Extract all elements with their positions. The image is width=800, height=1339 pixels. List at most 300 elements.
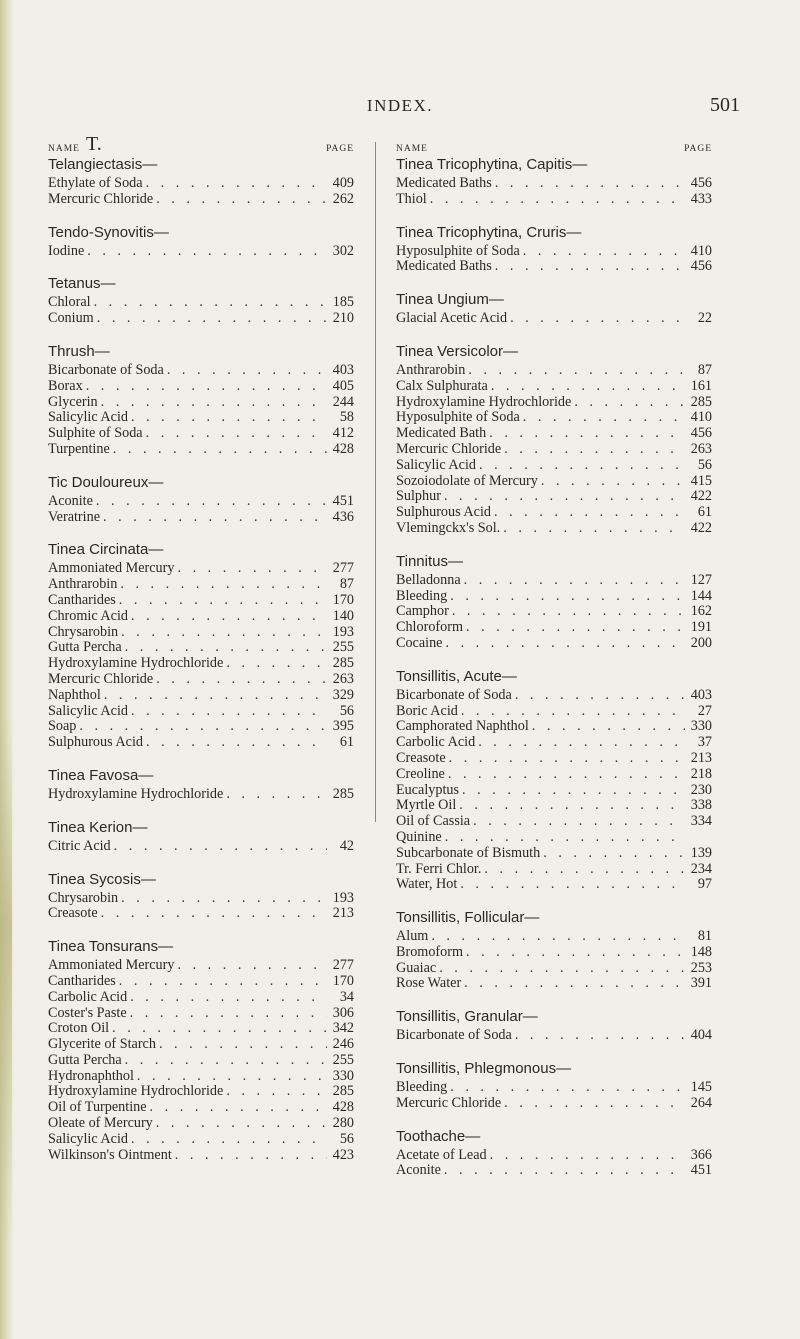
- dot-leader: [103, 510, 327, 526]
- entry-page: 285: [332, 785, 354, 802]
- dot-leader: [445, 830, 685, 846]
- index-entry: [396, 604, 712, 620]
- index-group: [48, 817, 354, 855]
- entry-page: 263: [332, 670, 354, 687]
- entry-name: Mercuric Chloride: [48, 670, 154, 687]
- index-group: [396, 222, 712, 276]
- index-heading: Tinea Versicolor—: [396, 342, 518, 360]
- entry-name: Glacial Acetic Acid: [396, 310, 508, 327]
- index-entry: [48, 656, 354, 672]
- dot-leader: [466, 620, 685, 636]
- index-entry: [48, 593, 354, 609]
- index-entry: [396, 846, 712, 862]
- dot-leader: [491, 379, 685, 395]
- index-heading: Tinea Ungium—: [396, 291, 504, 309]
- entry-name: Conium: [48, 310, 94, 327]
- entry-page: 277: [332, 560, 354, 577]
- index-entry: [396, 735, 712, 751]
- entry-name: Croton Oil: [48, 1020, 110, 1037]
- dot-leader: [87, 244, 327, 260]
- index-entry: [396, 176, 712, 192]
- entry-name: Thiol: [396, 190, 427, 207]
- entry-name: Medicated Baths: [396, 175, 492, 191]
- entry-page: 263: [690, 440, 712, 457]
- entry-name: Chloroform: [396, 619, 463, 636]
- entry-name: Hydronaphthol: [48, 1067, 134, 1084]
- dot-leader: [146, 426, 327, 442]
- entry-name: Acetate of Lead: [396, 1146, 487, 1163]
- entry-name: Eucalyptus: [396, 781, 460, 798]
- entry-page: 422: [690, 519, 712, 536]
- entry-name: Carbolic Acid: [396, 734, 476, 751]
- entry-name: Cocaine: [396, 634, 443, 651]
- dot-leader: [131, 609, 327, 625]
- dot-leader: [101, 906, 327, 922]
- dot-leader: [479, 458, 685, 474]
- entry-page: 191: [690, 619, 712, 636]
- dot-leader: [473, 814, 685, 830]
- entry-name: Bicarbonate of Soda: [48, 361, 164, 378]
- entry-name: Sulphurous Acid: [48, 734, 143, 751]
- index-entry: [48, 426, 354, 442]
- index-heading: Telangiectasis—: [48, 156, 158, 173]
- dot-leader: [104, 688, 327, 704]
- entry-page: 403: [690, 686, 712, 703]
- index-entry: [48, 176, 354, 192]
- index-entry: [396, 521, 712, 537]
- entry-page: 87: [697, 361, 712, 378]
- dot-leader: [156, 192, 327, 208]
- index-heading: Tonsillitis, Granular—: [396, 1008, 538, 1026]
- index-entry: [396, 363, 712, 379]
- entry-page: 22: [697, 310, 712, 327]
- name-column-label: NAME: [396, 144, 428, 154]
- entry-name: Hydroxylamine Hydrochloride: [48, 785, 224, 802]
- entry-page: 170: [332, 972, 354, 989]
- index-group: [396, 341, 712, 537]
- index-entry: [48, 395, 354, 411]
- index-entry: [48, 1037, 354, 1053]
- entry-name: Mercuric Chloride: [396, 440, 502, 457]
- entry-name: Anthrarobin: [48, 576, 118, 593]
- entry-page: 451: [332, 492, 354, 509]
- entry-name: Bleeding: [396, 587, 448, 604]
- page-title: INDEX.: [366, 96, 434, 115]
- entry-name: Guaiac: [396, 959, 437, 976]
- dot-leader: [495, 176, 685, 192]
- page-number: 501: [710, 94, 740, 116]
- dot-leader: [490, 1148, 685, 1164]
- dot-leader: [478, 735, 685, 751]
- entry-page: 366: [690, 1146, 712, 1163]
- entry-name: Glycerite of Starch: [48, 1036, 156, 1053]
- index-heading: Tetanus—: [48, 275, 116, 293]
- left-column-header: [48, 133, 354, 155]
- entry-name: Myrtle Oil: [396, 797, 457, 814]
- dot-leader: [101, 395, 327, 411]
- index-entry: [396, 862, 712, 878]
- index-entry: [396, 688, 712, 704]
- dot-leader: [515, 1028, 685, 1044]
- dot-leader: [574, 395, 685, 411]
- index-entry: [396, 636, 712, 652]
- section-letter: T.: [86, 133, 102, 155]
- index-entry: [48, 1053, 354, 1069]
- entry-name: Chrysarobin: [48, 623, 119, 640]
- entry-name: Bleeding: [396, 1079, 448, 1096]
- entry-page: 456: [690, 425, 712, 442]
- entry-page: 148: [690, 943, 712, 960]
- entry-name: Camphorated Naphthol: [396, 718, 529, 735]
- index-entry: [396, 767, 712, 783]
- right-index-groups: [396, 154, 712, 1179]
- index-entry: [396, 929, 712, 945]
- dot-leader: [430, 192, 685, 208]
- entry-name: Vlemingckx's Sol.: [396, 519, 501, 536]
- entry-page: 185: [332, 294, 354, 311]
- dot-leader: [96, 494, 327, 510]
- entry-name: Sulphite of Soda: [48, 425, 143, 442]
- index-entry: [396, 1148, 712, 1164]
- entry-name: Mercuric Chloride: [48, 190, 154, 207]
- index-entry: [48, 379, 354, 395]
- entry-page: 61: [697, 504, 712, 521]
- dot-leader: [119, 974, 327, 990]
- entry-name: Cantharides: [48, 972, 116, 989]
- dot-leader: [131, 410, 327, 426]
- index-entry: [48, 510, 354, 526]
- entry-page: 61: [339, 734, 354, 751]
- index-entry: [48, 561, 354, 577]
- dot-leader: [464, 573, 685, 589]
- entry-page: 404: [690, 1027, 712, 1044]
- index-entry: [396, 573, 712, 589]
- index-entry: [48, 719, 354, 735]
- entry-page: 255: [332, 639, 354, 656]
- dot-leader: [156, 672, 327, 688]
- entry-page: 81: [697, 928, 712, 945]
- index-entry: [396, 589, 712, 605]
- index-entry: [396, 783, 712, 799]
- entry-name: Chrysarobin: [48, 889, 119, 906]
- index-entry: [396, 877, 712, 893]
- index-entry: [396, 1080, 712, 1096]
- dot-leader: [121, 625, 327, 641]
- entry-name: Oleate of Mercury: [48, 1115, 153, 1132]
- dot-leader: [226, 656, 327, 672]
- index-entry: [48, 363, 354, 379]
- entry-page: 37: [697, 734, 712, 751]
- entry-name: Rose Water: [396, 975, 462, 992]
- entry-page: 213: [690, 749, 712, 766]
- entry-page: 415: [690, 472, 712, 489]
- index-heading: Tendo-Synovitis—: [48, 223, 169, 241]
- index-entry: [48, 311, 354, 327]
- dot-leader: [448, 767, 685, 783]
- dot-leader: [495, 259, 685, 275]
- dot-leader: [460, 877, 685, 893]
- entry-page: 139: [690, 844, 712, 861]
- dot-leader: [452, 604, 685, 620]
- dot-leader: [523, 244, 685, 260]
- index-group: [396, 1058, 712, 1112]
- entry-name: Soap: [48, 718, 77, 735]
- entry-page: 193: [332, 889, 354, 906]
- entry-page: 334: [690, 813, 712, 830]
- index-entry: [396, 704, 712, 720]
- index-entry: [396, 311, 712, 327]
- entry-name: Camphor: [396, 603, 449, 620]
- index-entry: [48, 410, 354, 426]
- index-heading: Tinea Kerion—: [48, 818, 148, 836]
- dot-leader: [450, 589, 685, 605]
- entry-page: 285: [332, 655, 354, 672]
- entry-name: Cantharides: [48, 591, 116, 608]
- entry-page: 210: [332, 310, 354, 327]
- dot-leader: [159, 1037, 327, 1053]
- dot-leader: [177, 958, 327, 974]
- entry-page: 285: [690, 393, 712, 410]
- entry-name: Hyposulphite of Soda: [396, 409, 520, 426]
- index-entry: [48, 625, 354, 641]
- entry-page: 423: [332, 1146, 354, 1163]
- entry-page: 213: [332, 905, 354, 922]
- entry-name: Oil of Turpentine: [48, 1099, 147, 1116]
- entry-name: Veratrine: [48, 508, 100, 525]
- index-entry: [48, 839, 354, 855]
- entry-name: Hydroxylamine Hydrochloride: [396, 393, 572, 410]
- dot-leader: [543, 846, 685, 862]
- index-entry: [48, 1006, 354, 1022]
- entry-page: 306: [332, 1004, 354, 1021]
- page-column-label: PAGE: [326, 144, 354, 154]
- entry-name: Salicylic Acid: [48, 409, 128, 426]
- index-group: [48, 222, 354, 260]
- entry-name: Aconite: [396, 1162, 441, 1179]
- entry-page: 97: [697, 876, 712, 893]
- entry-page: 428: [332, 440, 354, 457]
- entry-name: Ammoniated Mercury: [48, 957, 175, 974]
- book-spine-shadow: [0, 0, 14, 1339]
- entry-page: 56: [339, 1130, 354, 1147]
- index-entry: [48, 891, 354, 907]
- right-column: [396, 136, 712, 1179]
- entry-page: 244: [332, 393, 354, 410]
- entry-name: Gutta Percha: [48, 639, 122, 656]
- index-heading: Tonsillitis, Acute—: [396, 667, 517, 685]
- dot-leader: [462, 783, 685, 799]
- index-heading: Toothache—: [396, 1127, 481, 1145]
- index-heading: Tonsillitis, Phlegmonous—: [396, 1060, 572, 1078]
- index-group: [396, 1006, 712, 1044]
- entry-name: Chloral: [48, 294, 91, 311]
- entry-name: Calx Sulphurata: [396, 377, 488, 394]
- index-entry: [396, 961, 712, 977]
- index-entry: [48, 958, 354, 974]
- entry-page: 58: [339, 409, 354, 426]
- index-entry: [48, 442, 354, 458]
- dot-leader: [468, 363, 685, 379]
- entry-page: 330: [690, 718, 712, 735]
- index-entry: [396, 458, 712, 474]
- dot-leader: [510, 311, 685, 327]
- index-entry: [396, 1163, 712, 1179]
- dot-leader: [464, 976, 685, 992]
- entry-page: 144: [690, 587, 712, 604]
- entry-name: Tr. Ferri Chlor.: [396, 860, 482, 877]
- index-entry: [396, 410, 712, 426]
- entry-page: 428: [332, 1099, 354, 1116]
- index-heading: Tinea Tricophytina, Capitis—: [396, 156, 588, 173]
- index-group: [48, 539, 354, 751]
- page-stain: [0, 720, 12, 1240]
- entry-name: Carbolic Acid: [48, 988, 128, 1005]
- entry-name: Hydroxylamine Hydrochloride: [48, 1083, 224, 1100]
- entry-page: 329: [332, 686, 354, 703]
- entry-page: 330: [332, 1067, 354, 1084]
- entry-page: 302: [332, 242, 354, 259]
- index-heading: Tinea Favosa—: [48, 766, 154, 784]
- index-entry: [48, 672, 354, 688]
- index-group: [396, 907, 712, 992]
- entry-name: Water, Hot: [396, 876, 458, 893]
- entry-page: 451: [690, 1162, 712, 1179]
- entry-page: 262: [332, 190, 354, 207]
- entry-name: Bicarbonate of Soda: [396, 686, 512, 703]
- index-group: [396, 551, 712, 652]
- dot-leader: [226, 1084, 327, 1100]
- index-entry: [48, 735, 354, 751]
- entry-page: 162: [690, 603, 712, 620]
- entry-name: Medicated Baths: [396, 258, 492, 275]
- entry-name: Aconite: [48, 492, 93, 509]
- dot-leader: [523, 410, 685, 426]
- entry-page: 234: [690, 860, 712, 877]
- entry-page: 87: [339, 576, 354, 593]
- index-entry: [396, 474, 712, 490]
- index-entry: [48, 1069, 354, 1085]
- index-entry: [396, 489, 712, 505]
- index-entry: [396, 719, 712, 735]
- index-group: [396, 289, 712, 327]
- dot-leader: [156, 1116, 327, 1132]
- entry-page: 193: [332, 623, 354, 640]
- index-entry: [48, 990, 354, 1006]
- dot-leader: [532, 719, 685, 735]
- dot-leader: [146, 735, 327, 751]
- entry-page: 170: [332, 591, 354, 608]
- dot-leader: [450, 1080, 685, 1096]
- entry-page: 56: [697, 456, 712, 473]
- dot-leader: [461, 704, 685, 720]
- entry-name: Bicarbonate of Soda: [396, 1027, 512, 1044]
- entry-page: 456: [690, 175, 712, 191]
- entry-page: 277: [332, 957, 354, 974]
- dot-leader: [541, 474, 685, 490]
- index-entry: [396, 751, 712, 767]
- entry-page: 161: [690, 377, 712, 394]
- index-entry: [396, 798, 712, 814]
- dot-leader: [431, 929, 685, 945]
- entry-page: 145: [690, 1079, 712, 1096]
- dot-leader: [79, 719, 327, 735]
- dot-leader: [131, 704, 327, 720]
- entry-name: Ethylate of Soda: [48, 175, 143, 191]
- entry-name: Glycerin: [48, 393, 98, 410]
- entry-name: Sozoiodolate of Mercury: [396, 472, 538, 489]
- index-entry: [396, 1028, 712, 1044]
- entry-name: Sulphur: [396, 488, 441, 505]
- entry-name: Naphthol: [48, 686, 101, 703]
- dot-leader: [121, 891, 327, 907]
- entry-name: Belladonna: [396, 571, 461, 588]
- dot-leader: [146, 176, 327, 192]
- entry-page: 255: [332, 1051, 354, 1068]
- entry-name: Ammoniated Mercury: [48, 560, 175, 577]
- index-entry: [48, 1116, 354, 1132]
- index-entry: [396, 244, 712, 260]
- index-entry: [48, 640, 354, 656]
- name-column-label: NAME: [48, 144, 80, 154]
- index-entry: [396, 259, 712, 275]
- entry-name: Turpentine: [48, 440, 110, 457]
- index-group: [48, 936, 354, 1163]
- entry-page: 27: [697, 702, 712, 719]
- dot-leader: [494, 505, 685, 521]
- entry-page: 422: [690, 488, 712, 505]
- right-column-header: [396, 136, 712, 154]
- column-divider: [375, 142, 376, 822]
- entry-page: 42: [339, 837, 354, 854]
- entry-name: Boric Acid: [396, 702, 458, 719]
- entry-name: Gutta Percha: [48, 1051, 122, 1068]
- entry-name: Bromoform: [396, 943, 463, 960]
- index-entry: [48, 906, 354, 922]
- dot-leader: [130, 990, 327, 1006]
- index-group: [396, 1126, 712, 1180]
- dot-leader: [444, 489, 685, 505]
- entry-page: 34: [339, 988, 354, 1005]
- entry-page: 409: [332, 175, 354, 191]
- dot-leader: [131, 1132, 327, 1148]
- entry-name: Chromic Acid: [48, 607, 128, 624]
- entry-name: Subcarbonate of Bismuth: [396, 844, 541, 861]
- entry-page: 403: [332, 361, 354, 378]
- entry-name: Creoline: [396, 765, 445, 782]
- dot-leader: [449, 751, 685, 767]
- dot-leader: [130, 1006, 327, 1022]
- entry-page: 280: [332, 1115, 354, 1132]
- left-column: [48, 133, 354, 1163]
- dot-leader: [137, 1069, 327, 1085]
- dot-leader: [459, 798, 685, 814]
- index-entry: [48, 244, 354, 260]
- dot-leader: [439, 961, 685, 977]
- index-entry: [48, 1148, 354, 1164]
- dot-leader: [466, 945, 685, 961]
- entry-page: 395: [332, 718, 354, 735]
- entry-page: 200: [690, 634, 712, 651]
- index-heading: Tic Douloureux—: [48, 473, 164, 491]
- entry-name: Creasote: [48, 905, 98, 922]
- entry-page: 230: [690, 781, 712, 798]
- entry-page: 412: [332, 425, 354, 442]
- entry-page: 127: [690, 571, 712, 588]
- entry-name: Salicylic Acid: [396, 456, 476, 473]
- entry-name: Citric Acid: [48, 837, 111, 854]
- index-group: [48, 273, 354, 327]
- dot-leader: [119, 593, 327, 609]
